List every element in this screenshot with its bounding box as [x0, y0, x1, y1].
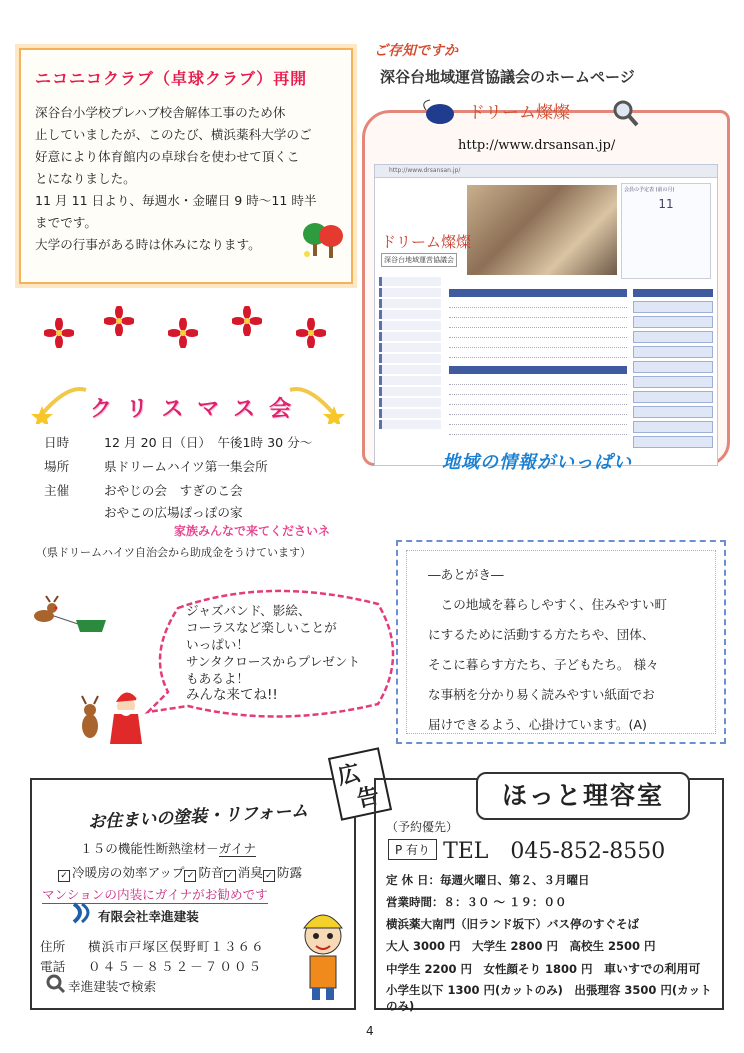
interior-promo: マンションの内装にガイナがお勧めです — [42, 884, 268, 904]
site-calendar — [621, 183, 711, 279]
ad-tag-char: 広 — [335, 761, 363, 791]
barber-ad — [374, 778, 724, 1013]
checkbox-icon: ✓ — [224, 870, 236, 882]
xmas-title: クリスマス会 — [90, 397, 306, 422]
closed-days: 定 休 日：毎週火曜日、第２、３月曜日 — [386, 873, 590, 887]
painting-ad — [30, 778, 356, 1010]
feature-item: 消臭 — [237, 865, 263, 880]
bubble-line: みんな来てね!! — [186, 687, 278, 703]
xmas-label: 場所 — [44, 459, 70, 474]
parking-badge: P 有り — [388, 839, 437, 860]
speech-bubble — [158, 584, 402, 718]
reservation-note: （予約優先） — [386, 820, 459, 834]
club-line: 大学の行事がある時は休みになります。 — [35, 237, 261, 252]
afterword-line: この地域を暮らしやすく、住みやすい町 — [428, 597, 668, 612]
poinsettia-icon — [44, 318, 74, 348]
club-line: までです。 — [35, 215, 97, 230]
search-icon — [46, 974, 66, 994]
promo-brand: ドリーム燦燦 — [468, 103, 570, 123]
price-line-part: 中学生 2200 円 女性顔そり 1800 円 — [386, 962, 605, 976]
xmas-value: おやじの会 すぎのこ会 — [104, 483, 243, 498]
browser-address-bar: http://www.drsansan.jp/ — [375, 165, 717, 178]
club-line: 11 月 11 日より、毎週水・金曜日 9 時～11 時半 — [35, 193, 317, 208]
feature-item: 防音 — [198, 865, 224, 880]
site-subtitle: 深谷台地域運営協議会 — [381, 253, 457, 267]
poinsettia-icon — [232, 306, 262, 336]
bubble-line: ジャズバンド、影絵、 — [186, 603, 311, 618]
xmas-family-note: 家族みんなで来てくださいネ — [174, 524, 331, 538]
barber-phone: TEL 045-852-8550 — [443, 839, 666, 864]
poinsettia-icon — [104, 306, 134, 336]
xmas-label: 主催 — [44, 483, 70, 498]
poinsettia-icon — [296, 318, 326, 348]
xmas-label: 日時 — [44, 435, 70, 450]
bubble-text — [186, 602, 360, 704]
phone-label: 電話 — [40, 959, 66, 974]
checkbox-icon: ✓ — [184, 870, 196, 882]
poinsettia-icon — [168, 318, 198, 348]
company-name: 有限会社幸進建装 — [98, 909, 199, 924]
afterword-line: にするために活動する方たちや、団体、 — [428, 627, 655, 642]
xmas-value: おやこの広場ぽっぽの家 — [104, 505, 243, 520]
computer-mouse-icon — [420, 98, 460, 128]
promo-kicker: ご存知ですか — [374, 43, 458, 59]
ad-tag-char: 告 — [354, 783, 382, 813]
reindeer-sleigh-icon — [30, 594, 110, 640]
afterword-box — [396, 540, 726, 744]
feature-item: 冷暖房の効率アップ — [72, 865, 185, 880]
checkbox-icon: ✓ — [58, 870, 70, 882]
wheelchair-note: 車いすでの利用可 — [604, 962, 701, 976]
xmas-grant-note: （県ドリームハイツ自治会から助成金をうけています） — [36, 546, 311, 559]
afterword-line: そこに暮らす方たち、子どもたち。 様々 — [428, 657, 659, 672]
afterword-heading: ―あとがき― — [428, 567, 504, 582]
website-screenshot — [374, 164, 718, 466]
address-label: 住所 — [40, 939, 66, 954]
club-body — [35, 102, 341, 256]
promo-title: 深谷台地域運営協議会のホームページ — [380, 68, 635, 86]
club-line: 好意により体育館内の卓球台を使わせて頂くこ — [35, 149, 300, 164]
site-calendar-day: 11 — [658, 197, 674, 211]
promo-url[interactable]: http://www.drsansan.jp/ — [458, 138, 616, 153]
site-content — [449, 289, 627, 459]
price-line: 小学生以下 1300 円(カットのみ) 出張理容 3500 円(カットのみ) — [386, 983, 712, 1013]
club-notice-box — [19, 48, 353, 284]
site-nav — [379, 277, 441, 431]
product-name: ガイナ — [218, 841, 256, 856]
worker-mascot-icon — [294, 898, 352, 1004]
price-line: 大人 3000 円 大学生 2800 円 高校生 2500 円 — [386, 939, 656, 953]
site-photo — [467, 185, 617, 275]
search-prompt: 幸進建装で検索 — [68, 979, 157, 994]
site-logo: ドリーム燦燦 — [381, 233, 472, 251]
promo-footer: 地域の情報がいっぱい — [442, 452, 632, 473]
address: 横浜市戸塚区俣野町１３６６ — [88, 939, 265, 954]
phone: ０４５－８５２－７００５ — [88, 959, 264, 974]
business-hours: 営業時間：８：３０ ～ １９：００ — [386, 895, 567, 909]
barber-tel — [388, 834, 665, 865]
afterword-line: な事柄を分かり易く読みやすい紙面でお — [428, 687, 655, 702]
xmas-value: 12 月 20 日（日） 午後1時 30 分～ — [104, 435, 313, 450]
page-number: 4 — [366, 1024, 374, 1038]
afterword-line: 届けできるよう、心掛けています。(A) — [428, 717, 647, 732]
club-title: ニコニコクラブ（卓球クラブ）再開 — [35, 69, 308, 88]
product-line — [80, 838, 256, 857]
bubble-line: コーラスなど楽しいことが — [186, 620, 337, 635]
feature-item: 防露 — [276, 865, 303, 880]
painting-ad-headline: お住まいの塗装・リフォーム — [87, 801, 309, 833]
club-line: 深谷台小学校プレハブ校舎解体工事のため休 — [35, 105, 286, 120]
bubble-line: もあるよ！ — [186, 671, 249, 686]
afterword-body — [428, 590, 702, 740]
price-line — [386, 960, 700, 977]
club-line: とになりました。 — [35, 171, 136, 186]
bubble-line: いっぱい！ — [186, 637, 249, 652]
company-logo-icon — [72, 902, 96, 924]
product-prefix: １５の機能性断熱塗材－ — [80, 841, 219, 856]
club-line: 止していましたが、このたび、横浜薬科大学のご — [35, 127, 312, 142]
xmas-value: 県ドリームハイツ第一集会所 — [104, 459, 268, 474]
ping-pong-paddles-icon — [299, 220, 347, 260]
feature-list — [58, 862, 302, 882]
shooting-star-icon — [28, 384, 88, 424]
bubble-line: サンタクロースからプレゼント — [186, 654, 361, 669]
magnifier-icon — [610, 98, 640, 128]
access-info: 横浜薬大南門（旧ランド坂下）バス停のすぐそば — [386, 917, 639, 931]
site-sidebar — [633, 289, 713, 451]
barber-shop-name: ほっと理容室 — [476, 772, 690, 820]
site-calendar-label: 会員の予定表 (前の月) — [624, 187, 675, 193]
checkbox-icon: ✓ — [263, 870, 275, 882]
homepage-promo — [362, 38, 734, 473]
